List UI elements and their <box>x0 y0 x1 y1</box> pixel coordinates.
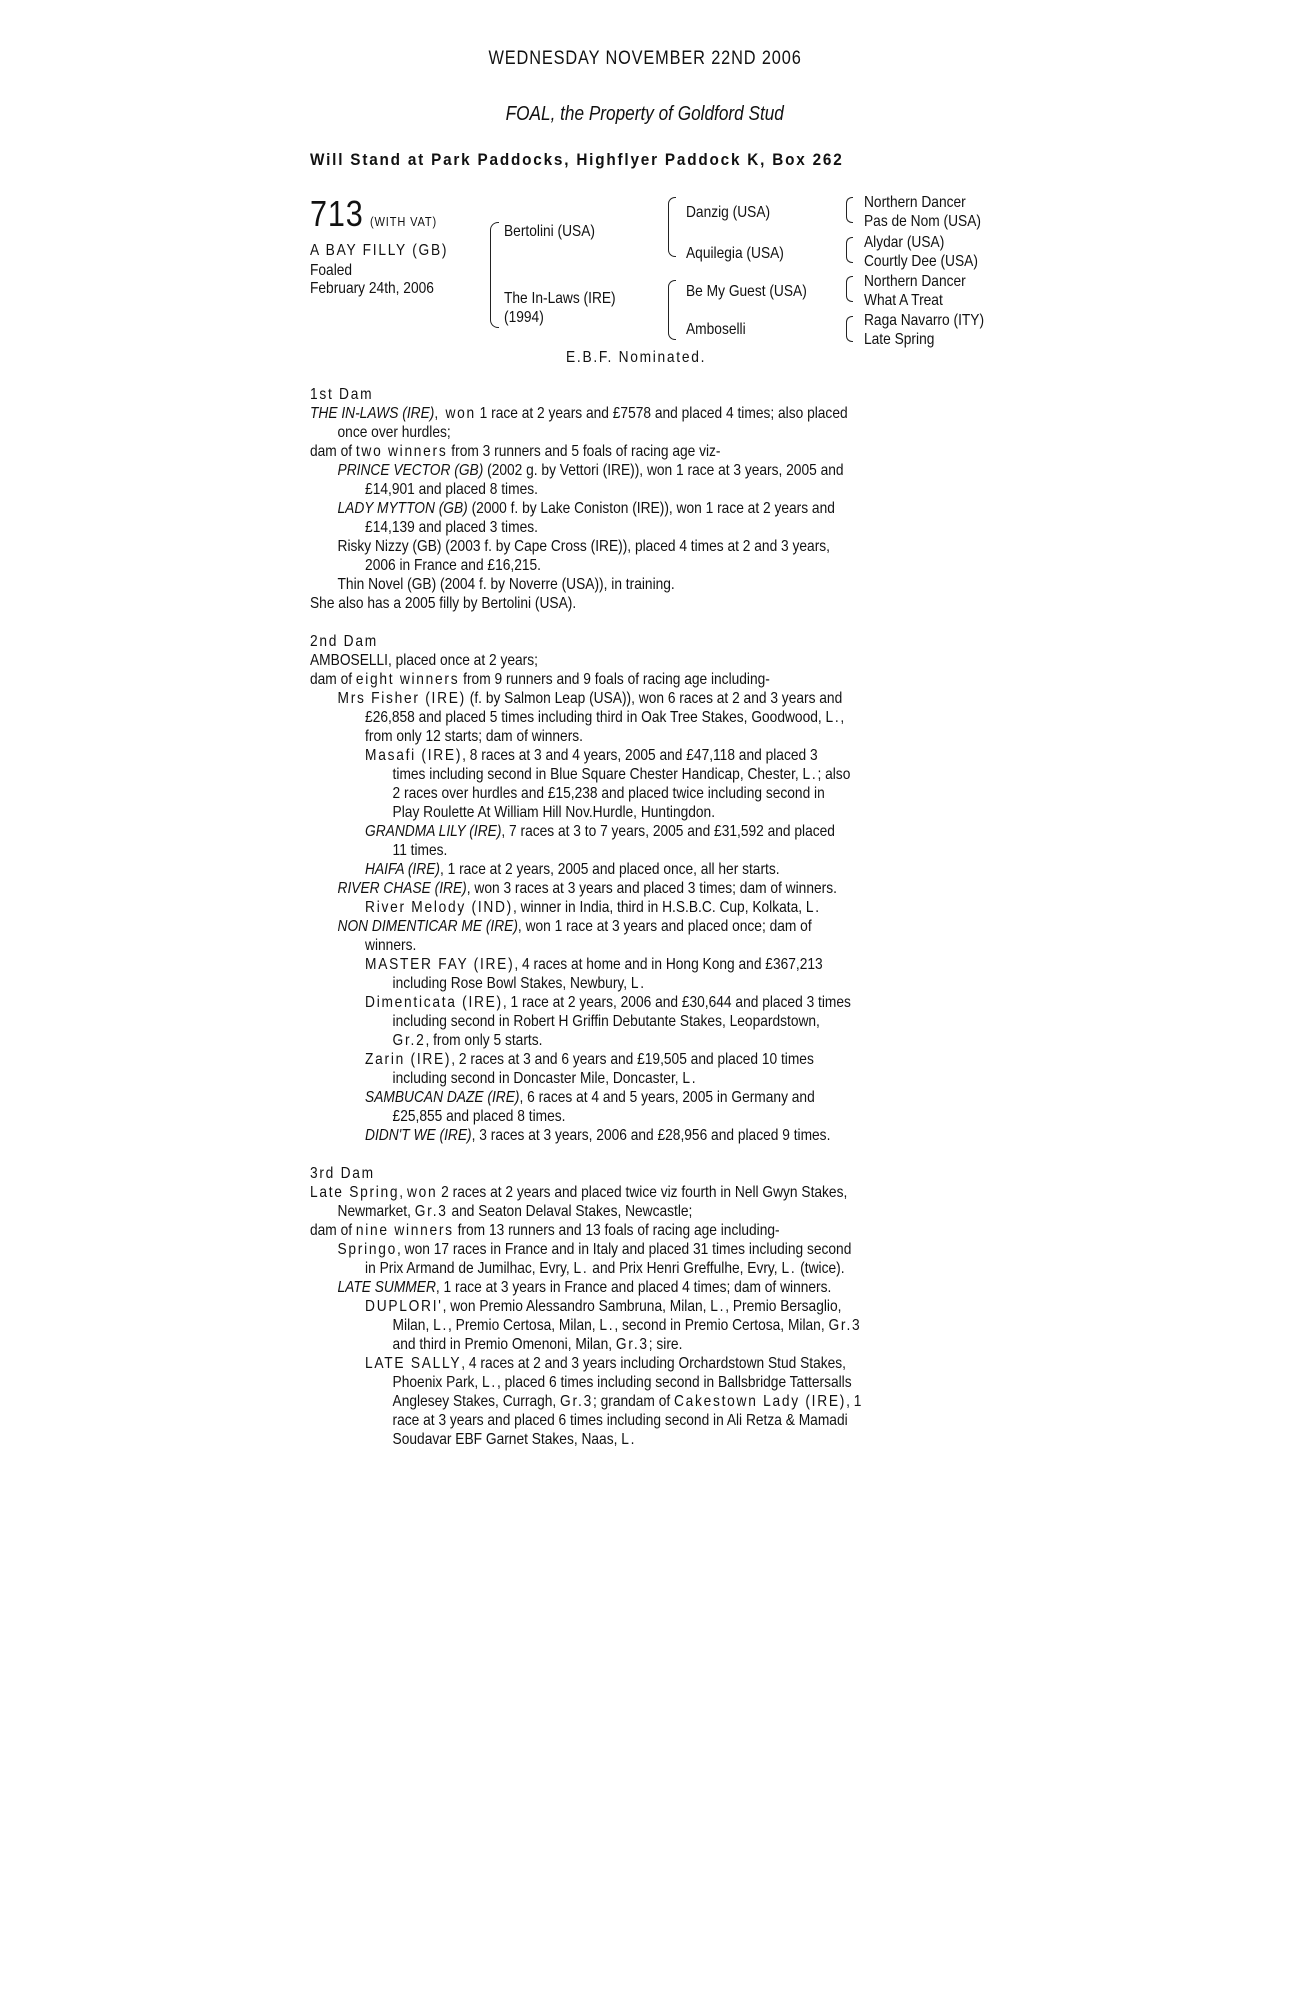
text-line: dam of nine winners from 13 runners and 13 foals of racing age including- <box>310 1222 780 1239</box>
text-line: including second in Doncaster Mile, Doncaster, L. <box>392 1070 698 1087</box>
text-line: Soudavar EBF Garnet Stakes, Naas, L. <box>392 1431 637 1448</box>
text-line: dam of eight winners from 9 runners and 9 foals of racing age including- <box>310 671 770 688</box>
text-line: Thin Novel (GB) (2004 f. by Noverre (USA)), in training. <box>337 576 675 593</box>
text-line: THE IN-LAWS (IRE), won 1 race at 2 years and £7578 and placed 4 times; also placed <box>310 405 848 422</box>
pedigree-brace-dam <box>668 280 676 340</box>
pedigree-sss: Northern Dancer <box>864 194 966 211</box>
pedigree-dam-dam: Amboselli <box>686 321 746 338</box>
text-line: LATE SALLY, 4 races at 2 and 3 years including Orchardstown Stud Stakes, <box>365 1355 847 1372</box>
text-line: Late Spring, won 2 races at 2 years and placed twice viz fourth in Nell Gwyn Stakes, <box>310 1184 848 1201</box>
text-line: Anglesey Stakes, Curragh, Gr.3; grandam of Cakestown Lady (IRE), 1 <box>392 1393 862 1410</box>
pedigree-brace-sd <box>846 237 853 263</box>
pedigree-dam-sire: Be My Guest (USA) <box>686 283 807 300</box>
pedigree-dss: Northern Dancer <box>864 273 966 290</box>
second-dam-section <box>310 632 1010 1145</box>
text-line: Dimenticata (IRE), 1 race at 2 years, 2006 and £30,644 and placed 3 times <box>365 994 851 1011</box>
text-line: in Prix Armand de Jumilhac, Evry, L. and Prix Henri Greffulhe, Evry, L. (twice). <box>365 1260 845 1277</box>
pedigree-sds: Alydar (USA) <box>864 234 945 251</box>
text-line: HAIFA (IRE), 1 race at 2 years, 2005 and placed once, all her starts. <box>365 861 780 878</box>
text-line: times including second in Blue Square Chester Handicap, Chester, L.; also <box>392 766 851 783</box>
lot-number-block <box>310 193 448 235</box>
text-line: £14,139 and placed 3 times. <box>365 519 538 536</box>
pedigree-ssd: Pas de Nom (USA) <box>864 213 982 230</box>
text-line: NON DIMENTICAR ME (IRE), won 1 race at 3 years and placed once; dam of <box>337 918 812 935</box>
pedigree-sdd: Courtly Dee (USA) <box>864 253 978 270</box>
text-line: Masafi (IRE), 8 races at 3 and 4 years, 2005 and £47,118 and placed 3 <box>365 747 818 764</box>
text-line: Gr.2, from only 5 starts. <box>392 1032 543 1049</box>
pedigree-brace-ds <box>846 276 853 302</box>
text-line: 2006 in France and £16,215. <box>365 557 542 574</box>
pedigree-dsd: What A Treat <box>864 292 943 309</box>
text-line: Phoenix Park, L., placed 6 times including second in Ballsbridge Tattersalls <box>392 1374 852 1391</box>
first-dam-heading: 1st Dam <box>310 386 374 403</box>
text-line: £26,858 and placed 5 times including third in Oak Tree Stakes, Goodwood, L., <box>365 709 845 726</box>
text-line: Risky Nizzy (GB) (2003 f. by Cape Cross (IRE)), placed 4 times at 2 and 3 years, <box>337 538 830 555</box>
pedigree-ddd: Late Spring <box>864 331 935 348</box>
pedigree-brace-main <box>490 222 499 328</box>
property-line: FOAL, the Property of Goldford Stud <box>505 103 785 125</box>
text-line: 2 races over hurdles and £15,238 and placed twice including second in <box>392 785 825 802</box>
text-line: £25,855 and placed 8 times. <box>392 1108 566 1125</box>
lot-description: A BAY FILLY (GB) <box>310 242 449 259</box>
text-line: DIDN'T WE (IRE), 3 races at 3 years, 2006 and £28,956 and placed 9 times. <box>365 1127 831 1144</box>
text-line: from only 12 starts; dam of winners. <box>365 728 583 745</box>
third-dam-section <box>310 1164 1010 1449</box>
text-line: Springo, won 17 races in France and in Italy and placed 31 times including second <box>337 1241 852 1258</box>
text-line: LADY MYTTON (GB) (2000 f. by Lake Coniston (IRE)), won 1 race at 2 years and <box>337 500 835 517</box>
text-line: AMBOSELLI, placed once at 2 years; <box>310 652 538 669</box>
text-line: including second in Robert H Griffin Debutante Stakes, Leopardstown, <box>392 1013 820 1030</box>
text-line: LATE SUMMER, 1 race at 3 years in France and placed 4 times; dam of winners. <box>337 1279 832 1296</box>
pedigree-sire-sire: Danzig (USA) <box>686 204 771 221</box>
text-line: She also has a 2005 filly by Bertolini (USA). <box>310 595 577 612</box>
pedigree-dam: The In-Laws (IRE) <box>504 290 616 307</box>
pedigree-brace-dd <box>846 316 853 342</box>
sale-date: WEDNESDAY NOVEMBER 22ND 2006 <box>488 48 802 69</box>
vat-note: (WITH VAT) <box>369 214 437 229</box>
third-dam-heading: 3rd Dam <box>310 1165 375 1182</box>
text-line: including Rose Bowl Stakes, Newbury, L. <box>392 975 646 992</box>
pedigree-dam-year: (1994) <box>504 309 544 326</box>
pedigree-sire-dam: Aquilegia (USA) <box>686 245 784 262</box>
text-line: MASTER FAY (IRE), 4 races at home and in Hong Kong and £367,213 <box>365 956 823 973</box>
text-line: Mrs Fisher (IRE) (f. by Salmon Leap (USA)), won 6 races at 2 and 3 years and <box>337 690 843 707</box>
pedigree-sire: Bertolini (USA) <box>504 223 595 240</box>
text-line: dam of two winners from 3 runners and 5 foals of racing age viz- <box>310 443 721 460</box>
first-dam-section <box>310 385 1010 613</box>
text-line: once over hurdles; <box>337 424 451 441</box>
text-line: RIVER CHASE (IRE), won 3 races at 3 years and placed 3 times; dam of winners. <box>337 880 837 897</box>
lot-number: 713 <box>310 193 364 234</box>
text-line: SAMBUCAN DAZE (IRE), 6 races at 4 and 5 years, 2005 in Germany and <box>365 1089 815 1106</box>
text-line: Newmarket, Gr.3 and Seaton Delaval Stakes, Newcastle; <box>337 1203 693 1220</box>
text-line: £14,901 and placed 8 times. <box>365 481 538 498</box>
stand-location: Will Stand at Park Paddocks, Highflyer Paddock K, Box 262 <box>310 150 844 169</box>
second-dam-heading: 2nd Dam <box>310 633 378 650</box>
pedigree-brace-ss <box>846 197 853 223</box>
text-line: race at 3 years and placed 6 times including second in Ali Retza & Mamadi <box>392 1412 848 1429</box>
text-line: Zarin (IRE), 2 races at 3 and 6 years and £19,505 and placed 10 times <box>365 1051 814 1068</box>
foaled-label: Foaled <box>310 262 353 279</box>
text-line: GRANDMA LILY (IRE), 7 races at 3 to 7 years, 2005 and £31,592 and placed <box>365 823 835 840</box>
foaled-date: February 24th, 2006 <box>310 280 434 297</box>
ebf-nominated: E.B.F. Nominated. <box>566 349 707 366</box>
text-line: DUPLORI', won Premio Alessandro Sambruna, Milan, L., Premio Bersaglio, <box>365 1298 842 1315</box>
text-line: Play Roulette At William Hill Nov.Hurdle, Huntingdon. <box>392 804 716 821</box>
pedigree-brace-sire <box>668 197 676 257</box>
pedigree-dds: Raga Navarro (ITY) <box>864 312 985 329</box>
text-line: and third in Premio Omenoni, Milan, Gr.3; sire. <box>392 1336 683 1353</box>
text-line: River Melody (IND), winner in India, third in H.S.B.C. Cup, Kolkata, L. <box>365 899 821 916</box>
text-line: winners. <box>365 937 417 954</box>
text-line: PRINCE VECTOR (GB) (2002 g. by Vettori (IRE)), won 1 race at 3 years, 2005 and <box>337 462 844 479</box>
text-line: 11 times. <box>392 842 448 859</box>
text-line: Milan, L., Premio Certosa, Milan, L., second in Premio Certosa, Milan, Gr.3 <box>392 1317 862 1334</box>
